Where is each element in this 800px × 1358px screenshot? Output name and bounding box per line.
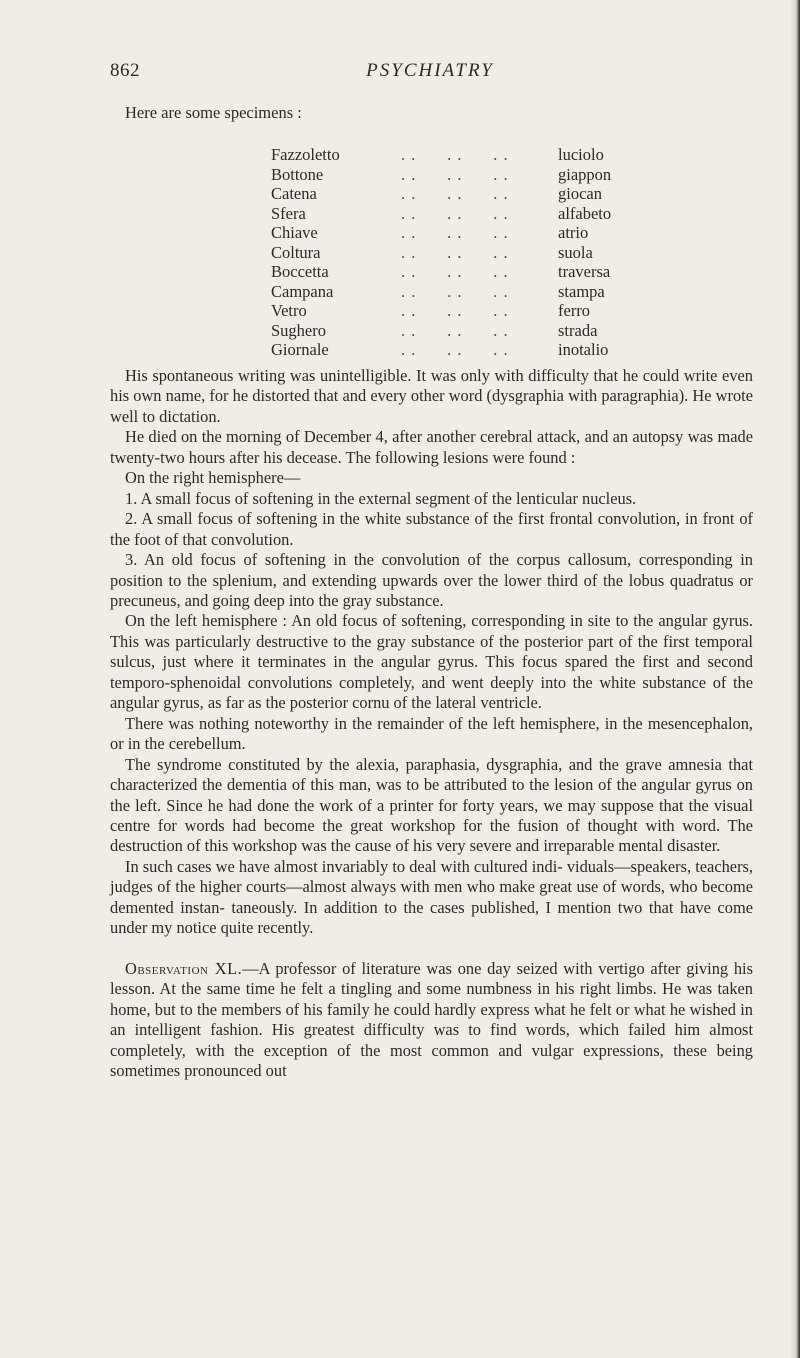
specimen-row — [271, 282, 751, 302]
specimen-word: Sfera — [271, 203, 306, 223]
specimen-response: stampa — [558, 281, 605, 301]
specimen-word: Boccetta — [271, 262, 329, 281]
lesion-item-1: 1. A small focus of softening in the external segment of the lenticular nucleus. — [125, 488, 637, 508]
paragraph-writing: His spontaneous writing was unintelligible. It was only with difficulty that he could write even his own name, for he distorted that and every other word (dysgraphia with paragraphia). He wrote well to dictation. — [110, 366, 753, 426]
specimen-word: Bottone — [271, 164, 324, 184]
specimen-response: giocan — [558, 184, 602, 203]
specimen-word: Fazzoletto — [271, 145, 340, 164]
specimens-list — [271, 145, 751, 360]
specimen-row — [271, 223, 751, 243]
specimen-response: strada — [558, 320, 598, 340]
paragraph-remainder: There was nothing noteworthy in the remainder of the left hemisphere, in the mesencephalon, or in the cerebellum. — [110, 713, 753, 754]
specimen-word: Coltura — [271, 242, 321, 262]
body-text — [110, 366, 753, 1081]
page-number: 862 — [110, 60, 140, 81]
specimen-leader-dots: . . . . . . — [401, 301, 509, 320]
specimen-response: inotalio — [558, 340, 609, 359]
specimen-response: traversa — [558, 262, 611, 281]
observation-paragraph — [110, 959, 753, 1082]
lesion-item-3: 3. An old focus of softening in the convolution of the corpus callosum, corresponding in position to the splenium, and extending upwards over the lower third of the lobus quadratus or precuneus, and going deep into the gray substance. — [110, 550, 753, 610]
specimen-row — [271, 301, 751, 321]
specimen-leader-dots: . . . . . . — [401, 164, 509, 184]
specimen-leader-dots: . . . . . . — [401, 184, 509, 203]
specimen-leader-dots: . . . . . . — [401, 145, 509, 164]
specimen-response: giappon — [558, 164, 612, 184]
specimen-response: ferro — [558, 301, 591, 320]
specimen-word: Campana — [271, 281, 334, 301]
specimen-row — [271, 145, 751, 165]
paragraph-right-hemisphere: On the right hemisphere— — [125, 468, 301, 488]
specimen-word: Sughero — [271, 320, 326, 340]
paragraph-death: He died on the morning of December 4, after another cerebral attack, and an autopsy was made twenty-two hours after his decease. The following lesions were found : — [110, 427, 753, 467]
specimen-response: luciolo — [558, 145, 604, 164]
lesion-item-2: 2. A small focus of softening in the white substance of the first frontal convolution, in front of the foot of that convolution. — [110, 509, 753, 549]
observation-text: —A professor of literature was one day seized with vertigo after giving his lesson. At the same time he felt a tingling and some numbness in his right limbs. He was taken home, but to the members of his family he could hardly express what he felt or what he wished in an intelligent fashion. His greatest difficulty was to find words, which failed him almost completely, with the exception of the most common and vulgar expressions, these being sometimes pronounced out — [110, 958, 753, 1080]
specimen-word: Catena — [271, 184, 317, 203]
specimen-leader-dots: . . . . . . — [401, 203, 509, 223]
specimen-leader-dots: . . . . . . — [401, 340, 509, 359]
specimen-leader-dots: . . . . . . — [401, 262, 509, 281]
page-header — [110, 60, 750, 90]
paragraph-cultured-individuals: In such cases we have almost invariably to deal with cultured indi- viduals—speakers, teachers, judges of the higher courts—almost always with men who make great use of words, who become demented instan- taneously. In addition to the cases published, I mention two that have come under my notice quite recently. — [110, 856, 753, 938]
specimen-response: alfabeto — [558, 203, 612, 223]
specimen-word: Chiave — [271, 223, 318, 242]
specimen-word: Vetro — [271, 301, 307, 320]
specimen-row — [271, 165, 751, 185]
observation-label: Observation XL. — [125, 958, 243, 978]
specimen-row — [271, 262, 751, 282]
specimen-row — [271, 340, 751, 360]
paragraph-left-hemisphere: On the left hemisphere : An old focus of softening, corresponding in site to the angular gyrus. This was particularly destructive to the gray substance of the posterior part of the first temporal sulcus, just where it terminates in the angular gyrus. This focus spared the first and second temporo-sphenoidal convolutions completely, and went deeply into the white substance of the angular gyrus, as far as the posterior cornu of the lateral ventricle. — [110, 611, 753, 713]
specimen-row — [271, 243, 751, 263]
running-title: PSYCHIATRY — [366, 60, 494, 81]
specimen-leader-dots: . . . . . . — [401, 320, 509, 340]
specimen-word: Giornale — [271, 340, 329, 359]
specimen-leader-dots: . . . . . . — [401, 242, 509, 262]
specimen-row — [271, 321, 751, 341]
paragraph-syndrome: The syndrome constituted by the alexia, paraphasia, dysgraphia, and the grave amnesia that characterized the dementia of this man, was to be attributed to the lesion of the angular gyrus on the left. Since he had done the work of a printer for forty years, we may suppose that the visual centre for words had become the great workshop for the fusion of thought with word. The destruction of this workshop was the cause of his very severe and irreparable mental disaster. — [110, 754, 753, 856]
specimen-response: atrio — [558, 223, 589, 242]
specimens-intro: Here are some specimens : — [125, 103, 302, 122]
specimen-row — [271, 204, 751, 224]
specimen-row — [271, 184, 751, 204]
specimen-response: suola — [558, 242, 593, 262]
page-edge — [790, 0, 800, 1358]
specimen-leader-dots: . . . . . . — [401, 281, 509, 301]
specimen-leader-dots: . . . . . . — [401, 223, 509, 242]
